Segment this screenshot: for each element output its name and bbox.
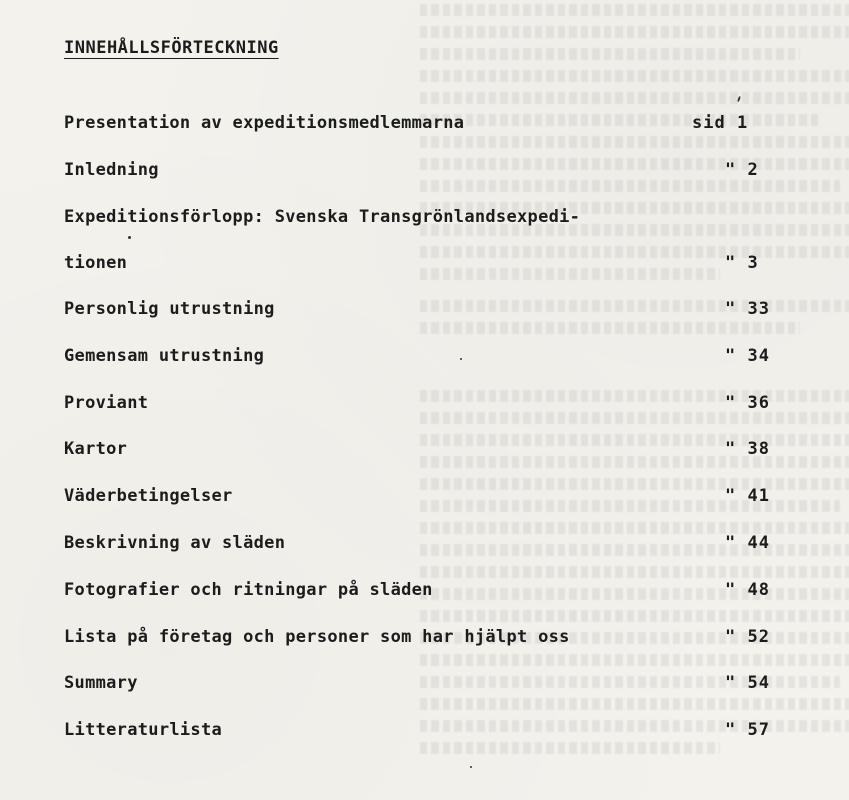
toc-entry-title: Personlig utrustning — [64, 299, 275, 319]
toc-entry-title: Gemensam utrustning — [64, 346, 265, 366]
toc-entry-page: " 54 — [725, 673, 770, 693]
toc-entry-title: Proviant — [64, 393, 149, 413]
toc-entry-page: " 52 — [725, 627, 770, 647]
toc-heading: INNEHÅLLSFÖRTECKNING — [64, 38, 279, 58]
toc-entry-page: " 48 — [725, 580, 770, 600]
typewriter-speck — [128, 236, 131, 239]
toc-entry-page: " 3 — [725, 253, 759, 273]
toc-entry-page: " 41 — [725, 486, 770, 506]
toc-entry-page: " 44 — [725, 533, 770, 553]
toc-entry-title: Summary — [64, 673, 138, 693]
toc-entry-title: Litteraturlista — [64, 720, 223, 740]
toc-entry-page: " 36 — [725, 393, 770, 413]
toc-entry-page: " 34 — [725, 346, 770, 366]
toc-entry-title: Lista på företag och personer som har hjälpt oss — [64, 627, 570, 647]
bleed-through-text — [420, 0, 849, 800]
toc-entry-title: tionen — [64, 253, 128, 273]
toc-entry-page: " 38 — [725, 439, 770, 459]
toc-entry-page: sid 1 — [692, 113, 749, 133]
toc-entry-title: Väderbetingelser — [64, 486, 233, 506]
typewriter-speck — [470, 766, 472, 768]
toc-entry-title: Expeditionsförlopp: Svenska Transgrönlandsexpedi- — [64, 207, 581, 227]
toc-entry-page: " 33 — [725, 299, 770, 319]
toc-entry-title: Presentation av expeditionsmedlemmarna — [64, 113, 465, 133]
toc-entry-title: Fotografier och ritningar på släden — [64, 580, 433, 600]
toc-entry-page: " 57 — [725, 720, 770, 740]
toc-entry-title: Inledning — [64, 160, 159, 180]
toc-entry-title: Kartor — [64, 439, 128, 459]
typewriter-speck — [460, 358, 462, 360]
toc-entry-page: " 2 — [725, 160, 759, 180]
typewriter-speck — [737, 96, 741, 102]
toc-entry-title: Beskrivning av släden — [64, 533, 286, 553]
